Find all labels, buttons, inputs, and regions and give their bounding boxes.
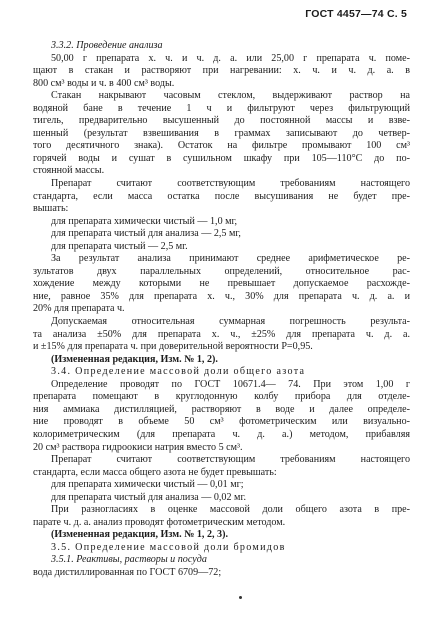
text-line: парате ч. д. а. анализ проводят фотометрическим методом. bbox=[33, 516, 286, 528]
text-line: ния аммиака дистилляцией, растворяют в воде и далее определе- bbox=[33, 403, 410, 415]
text-line: хождение между которыми не превышает допускаемое расхожде- bbox=[33, 278, 410, 290]
text-line: водяной бане в течение 1 ч и фильтруют через фильтрующий bbox=[33, 102, 410, 114]
text-line: вышать: bbox=[33, 203, 69, 215]
text-line: тигель, предварительно высушенный до постоянной массы и взве- bbox=[33, 115, 410, 127]
text-line: ние проводят в объеме 50 см³ фотометрическим или визуально- bbox=[33, 416, 410, 428]
text-line: стандарта, если масса остатка после высушивания не будет пре- bbox=[33, 190, 410, 202]
list-item: для препарата чистый — 2,5 мг. bbox=[51, 240, 188, 252]
subsection-heading: 3.5.1. Реактивы, растворы и посуда bbox=[51, 554, 207, 566]
text-line: 800 см³ воды и ч. в 400 см³ воды. bbox=[33, 77, 175, 89]
text-line: колориметрическим (для препарата ч. д. а.) методом, прибавляя bbox=[33, 428, 410, 440]
list-item: для препарата чистый для анализа — 0,02 мг. bbox=[51, 491, 246, 503]
text-line: Стакан накрывают часовым стеклом, выдерживают раствор на bbox=[51, 90, 410, 102]
text-line: стандарта, если масса общего азота не будет превышать: bbox=[33, 466, 277, 478]
text-line: горячей воды и сушат в сушильном шкафу при 105—110°С до по- bbox=[33, 152, 410, 164]
text-line: вода дистиллированная по ГОСТ 6709—72; bbox=[33, 566, 222, 578]
text-line: и ±15% для препарата ч. при доверительной вероятности P=0,95. bbox=[33, 341, 313, 353]
section-heading: 3.3.2. Проведение анализа bbox=[51, 40, 163, 51]
text-line: ние, равное 35% для препарата х. ч., 30% для препарата ч. д. а. и bbox=[33, 290, 410, 302]
text-line: стоянной массы. bbox=[33, 165, 105, 177]
text-line: 20 см³ раствора гидроокиси натрия вместо 5 см³. bbox=[33, 441, 243, 453]
section-heading: 3.5. Определение массовой доли бромидов bbox=[51, 541, 286, 553]
list-item: для препарата химически чистый — 1,0 мг, bbox=[51, 215, 238, 227]
amendment-note: (Измененная редакция, Изм. № 1, 2, 3). bbox=[51, 529, 228, 541]
text-line: шенный (результат взвешивания в граммах записывают до четвер- bbox=[33, 127, 410, 139]
text-line: Определение проводят по ГОСТ 10671.4— 74. При этом 1,00 г bbox=[51, 378, 410, 390]
amendment-note: (Измененная редакция, Изм. № 1, 2). bbox=[51, 353, 218, 365]
text-line: препарата помещают в круглодонную колбу прибора для отделе- bbox=[33, 391, 410, 403]
ink-speck bbox=[239, 596, 242, 599]
text-line: За результат анализа принимают среднее арифметическое ре- bbox=[51, 253, 410, 265]
document-body bbox=[33, 40, 410, 580]
text-line: того десятичного знака). Остаток на фильтре промывают 100 см³ bbox=[33, 140, 410, 152]
text-line: Допускаемая относительная суммарная погрешность результа- bbox=[51, 316, 410, 328]
text-line: 50,00 г препарата х. ч. и ч. д. а. или 25,00 г препарата ч. поме- bbox=[51, 52, 410, 64]
text-line: зультатов двух параллельных определений, относительное рас- bbox=[33, 265, 410, 277]
text-line: Препарат считают соответствующим требованиям настоящего bbox=[51, 454, 410, 466]
text-line: Препарат считают соответствующим требованиям настоящего bbox=[51, 178, 410, 190]
text-line: щают в стакан и растворяют при нагревании: х. ч. и ч. д. а. в bbox=[33, 65, 410, 77]
text-line: та анализа ±50% для препарата х. ч., ±25% для препарата ч. д. а. bbox=[33, 328, 410, 340]
text-line: 20% для препарата ч. bbox=[33, 303, 125, 315]
list-item: для препарата чистый для анализа — 2,5 мг, bbox=[51, 228, 241, 240]
section-heading: 3.4. Определение массовой доли общего азота bbox=[51, 366, 306, 378]
text-line: При разногласиях в оценке массовой доли общего азота в пре- bbox=[51, 504, 410, 516]
page-header: ГОСТ 4457—74 С. 5 bbox=[305, 8, 407, 20]
list-item: для препарата химически чистый — 0,01 мг; bbox=[51, 479, 244, 491]
